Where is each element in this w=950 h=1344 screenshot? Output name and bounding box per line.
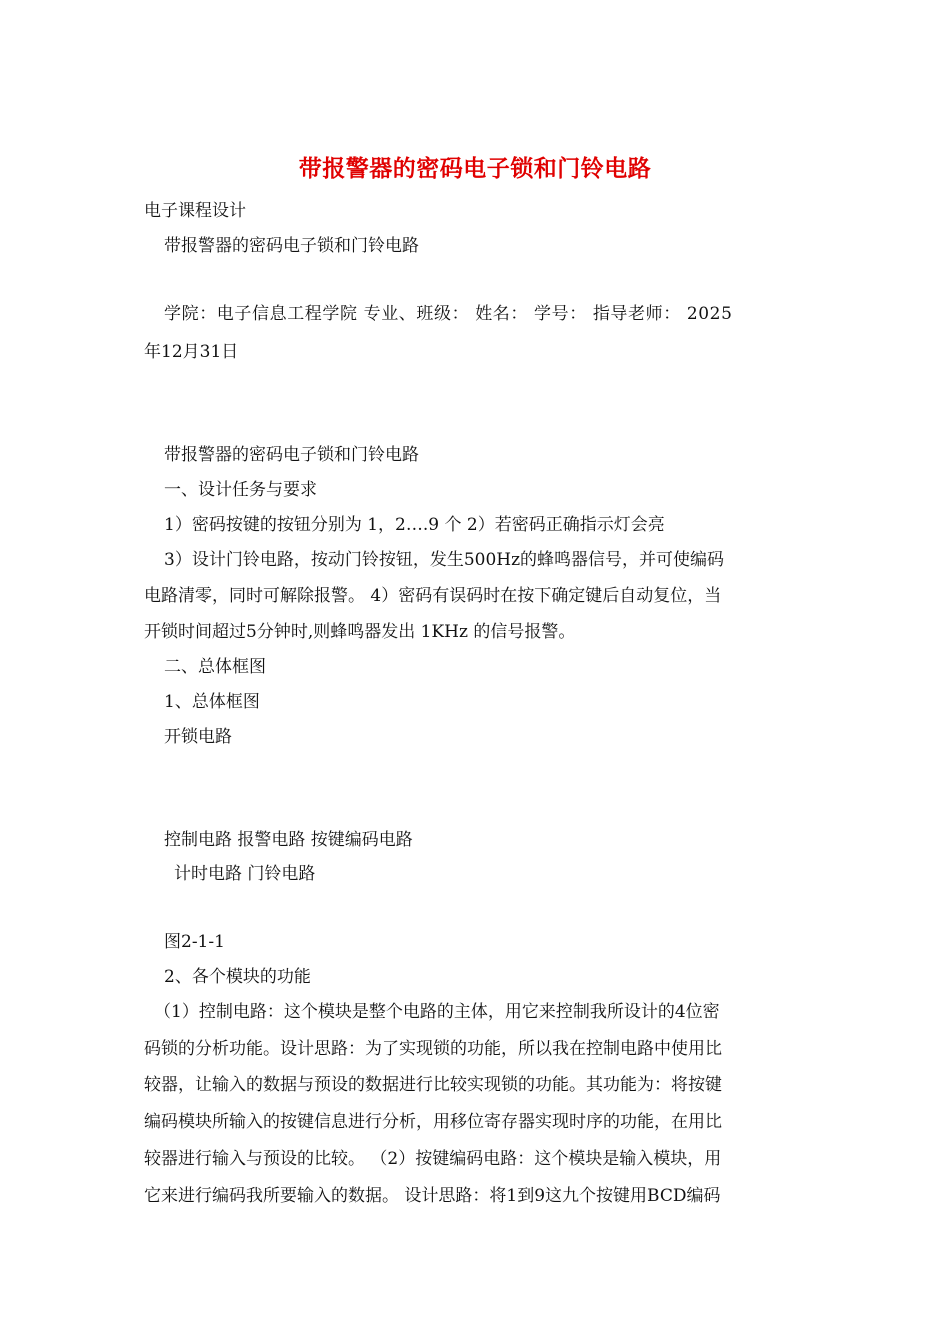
section-1-heading: 一、设计任务与要求 [164, 480, 317, 500]
subsection-heading: 2、各个模块的功能 [164, 967, 311, 987]
paragraph-line: 较器，让输入的数据与预设的数据进行比较实现锁的功能。其功能为：将按键 [144, 1075, 722, 1095]
date-line: 年12月31日 [144, 342, 239, 362]
paragraph-line: 它来进行编码我所要输入的数据。 设计思路：将1到9这九个按键用BCD编码 [144, 1186, 721, 1206]
info-line: 学院：电子信息工程学院 专业、班级： 姓名： 学号： 指导老师： 2025 [164, 304, 733, 324]
paragraph-line: 码锁的分析功能。设计思路：为了实现锁的功能，所以我在控制电路中使用比 [144, 1039, 722, 1059]
subtitle: 带报警器的密码电子锁和门铃电路 [164, 236, 419, 256]
course-label: 电子课程设计 [144, 201, 246, 221]
document-title: 带报警器的密码电子锁和门铃电路 [298, 156, 652, 182]
diagram-block-label: 计时电路 门铃电路 [174, 864, 316, 884]
paragraph-line: 开锁时间超过5分钟时,则蜂鸣器发出 1KHz 的信号报警。 [144, 622, 576, 642]
diagram-block-label: 开锁电路 [164, 727, 232, 747]
figure-caption: 图2-1-1 [164, 932, 225, 952]
paragraph-line: （1）控制电路：这个模块是整个电路的主体，用它来控制我所设计的4位密 [154, 1002, 720, 1022]
paragraph-line: 1）密码按键的按钮分别为 1，2….9 个 2）若密码正确指示灯会亮 [164, 515, 665, 535]
paragraph-line: 电路清零，同时可解除报警。 4）密码有误码时在按下确定键后自动复位，当 [144, 586, 722, 606]
section-2-heading: 二、总体框图 [164, 657, 266, 677]
paragraph-line: 3）设计门铃电路，按动门铃按钮，发生500Hz的蜂鸣器信号，并可使编码 [164, 550, 725, 570]
section-heading: 带报警器的密码电子锁和门铃电路 [164, 445, 419, 465]
paragraph-line: 编码模块所输入的按键信息进行分析，用移位寄存器实现时序的功能，在用比 [144, 1112, 722, 1132]
paragraph-line: 较器进行输入与预设的比较。 （2）按键编码电路：这个模块是输入模块，用 [144, 1149, 722, 1169]
subsection-heading: 1、总体框图 [164, 692, 260, 712]
diagram-block-label: 控制电路 报警电路 按键编码电路 [164, 830, 413, 850]
